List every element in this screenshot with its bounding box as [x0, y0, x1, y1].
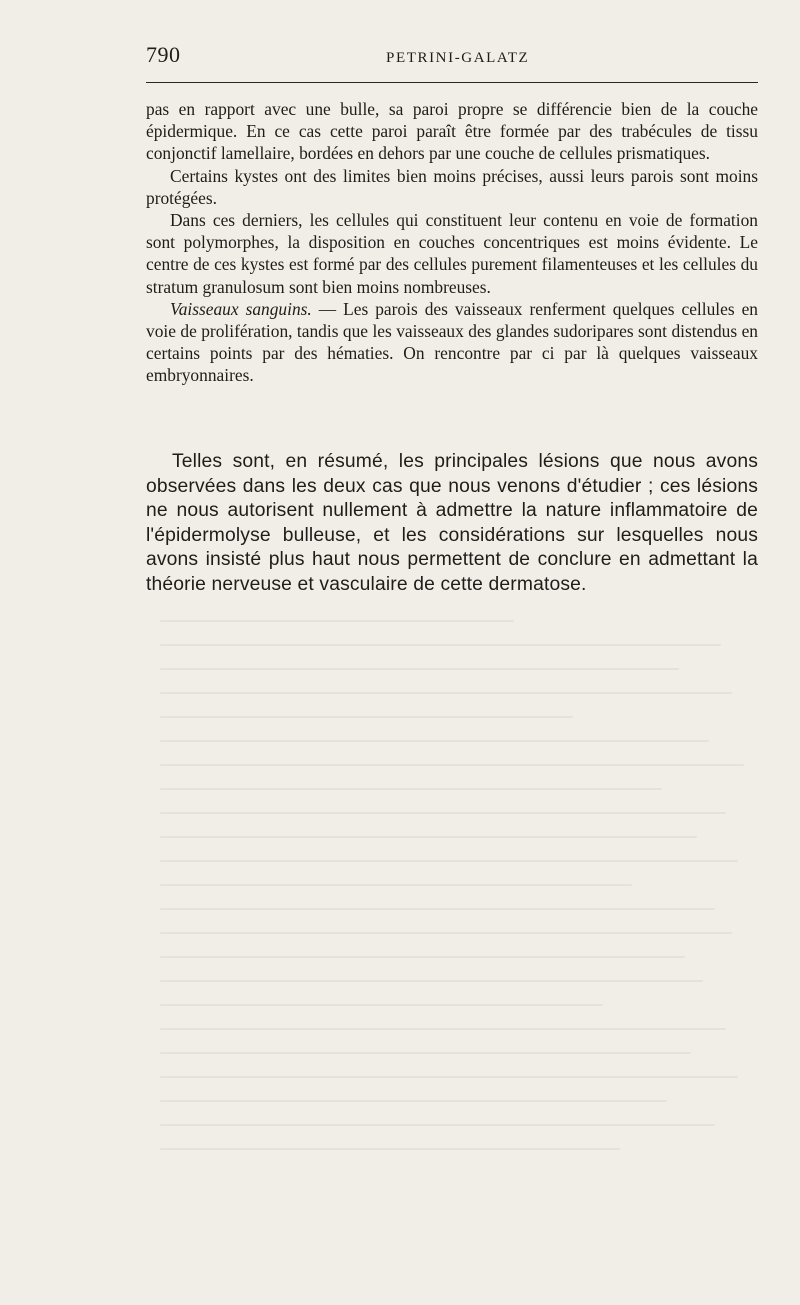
page-header [146, 40, 758, 84]
paragraph-2: Certains kystes ont des limites bien moins précises, aussi leurs parois sont moins protégées. [146, 165, 758, 208]
body-text [146, 98, 758, 387]
conclusion-paragraph: Telles sont, en résumé, les principales lésions que nous avons observées dans les deux cas que nous venons d'étudier ; ces lésions ne nous autorisent nullement à admettre la nature inflammatoire de l'épidermolyse bulleuse, et les considérations sur lesquelles nous avons insisté plus haut nous permettent de conclure en admettant la théorie nerveuse et vasculaire de cette dermatose. [146, 451, 758, 595]
show-through-texture [160, 620, 750, 1180]
running-head: PETRINI-GALATZ [386, 50, 530, 66]
paragraph-4-text: — Les parois des vaisseaux renferment quelques cellules en voie de prolifération, tandis que les vaisseaux des glandes sudoripares sont distendus en certains points par des hématies. On rencontre par ci par là quelques vaisseaux embryonnaires. [146, 298, 759, 386]
section-heading-vaisseaux: Vaisseaux sanguins. [170, 298, 312, 319]
paragraph-4 [146, 298, 758, 387]
header-rule [146, 82, 758, 83]
paragraph-1: pas en rapport avec une bulle, sa paroi propre se différencie bien de la couche épidermique. En ce cas cette paroi paraît être formée par des trabécules de tissu conjonctif lamellaire, bordées en dehors par une couche de cellules prismatiques. [146, 99, 758, 164]
page-number: 790 [146, 42, 181, 67]
paragraph-3: Dans ces derniers, les cellules qui constituent leur contenu en voie de formation sont polymorphes, la disposition en couches concentriques est moins évidente. Le centre de ces kystes est formé par des cellules purement filamenteuses et les cellules du stratum granulosum sont bien moins nombreuses. [146, 210, 758, 297]
